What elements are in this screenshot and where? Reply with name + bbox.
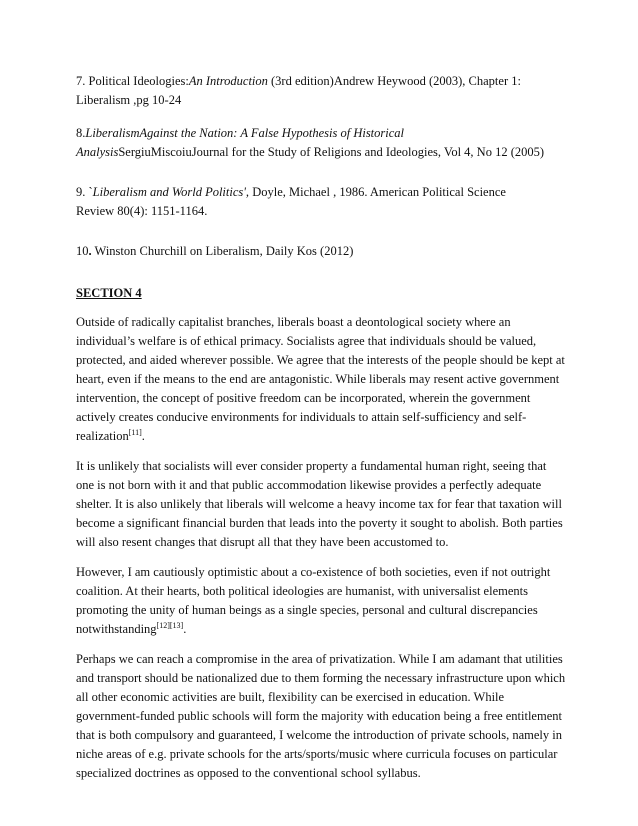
reference-title: An Introduction	[188, 74, 268, 88]
paragraph-text: Perhaps we can reach a compromise in the area of privatization. While I am adamant that utilities and transport should be nationalized due to them forming the necessary infrastructure upon which all other economic activities are built, flexibility can be exercised in education. While government-funded public schools will form the majority with education being a free entitlement that is both compulsory and guaranteed, I welcome the introduction of private schools, namely in niche areas of e.g. private schools for the arts/sports/music where curricula focuses on particular specialized doctrines as opposed to the conventional school syllabus.	[76, 652, 566, 780]
reference-item	[76, 124, 546, 162]
reference-title: LiberalismAgainst the Nation: A False Hypothesis of Historical Analysis	[76, 126, 405, 159]
section-heading: SECTION 4	[76, 286, 142, 300]
paragraph-text: However, I am cautiously optimistic about a co-existence of both societies, even if not outright coalition. At their hearts, both political ideologies are humanist, with universalist elements promoting the unity of human beings as a single species, personal and cultural discrepancies notwithstanding	[76, 565, 551, 636]
reference-text: `	[88, 185, 93, 199]
reference-number-dot: .	[88, 244, 92, 258]
reference-number: 7.	[76, 74, 89, 88]
reference-text: Political Ideologies:	[88, 74, 189, 88]
reference-title: Liberalism and World Politics',	[92, 185, 250, 199]
reference-text: Doyle, Michael , 1986. American Political Science Review 80(4): 1151-1164.	[76, 185, 506, 218]
reference-number: 10	[76, 244, 89, 258]
reference-item	[76, 72, 546, 110]
reference-text: SergiuMiscoiuJournal for the Study of Religions and Ideologies, Vol 4, No 12 (2005)	[118, 145, 545, 159]
citation-link[interactable]: [12][13]	[156, 621, 184, 630]
reference-item	[76, 183, 546, 221]
paragraph	[76, 563, 566, 639]
paragraph-text: Outside of radically capitalist branches, liberals boast a deontological society where an individual’s welfare is of ethical primacy. Socialists agree that individuals should be valued, protected, and aided wherever possible. We agree that the interests of the people should be kept at heart, even if the means to the end are antagonistic. While liberals may resent active government intervention, the concept of positive freedom can be incorporated, wherein the government actively creates conducive environments for individuals to attain self-sufficiency and self-realization	[76, 315, 565, 443]
reference-list	[76, 72, 546, 261]
reference-number: 8.	[76, 126, 86, 140]
reference-text: Winston Churchill on Liberalism, Daily Kos (2012)	[91, 244, 354, 258]
paragraph-tail: .	[183, 622, 187, 636]
paragraph	[76, 650, 566, 783]
paragraph-tail: .	[141, 429, 145, 443]
reference-number: 9.	[76, 185, 89, 199]
paragraph	[76, 313, 566, 446]
citation-link[interactable]: [11]	[128, 428, 142, 437]
section-4	[76, 284, 566, 794]
paragraph-text: It is unlikely that socialists will ever consider property a fundamental human right, seeing that one is not born with it and that public accommodation likewise provides a perfectly adequate shelter. It is also unlikely that liberals will welcome a heavy income tax for fear that taxation will become a significant financial burden that leads into the poverty it sought to abolish. Both parties will also resent changes that disrupt all that they have been accustomed to.	[76, 459, 563, 549]
reference-item	[76, 242, 546, 261]
paragraph	[76, 457, 566, 552]
reference-text: (3rd edition)Andrew Heywood (2003), Chapter 1: Liberalism ,pg 10-24	[76, 74, 521, 107]
